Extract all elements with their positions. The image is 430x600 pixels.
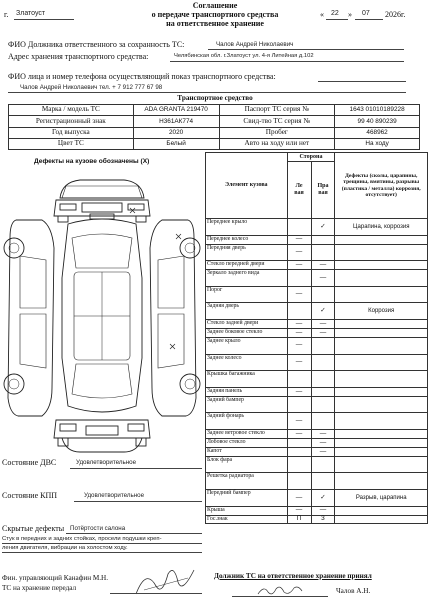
damage-element-name: Переднее колесо [206,235,288,244]
damage-row [206,430,428,439]
damage-defect-description [335,396,428,413]
damage-element-name: Капот [206,447,288,456]
damage-defect-description: Коррозия [335,303,428,320]
damage-defect-description [335,447,428,456]
damage-element-name: Передний бампер [206,490,288,507]
damage-row [206,286,428,303]
damage-row [206,235,428,244]
damage-left-mark: — [287,235,311,244]
damage-right-mark: — [311,320,335,329]
damage-defect-description [335,270,428,287]
receiver-signature-line [232,596,328,597]
car-top-view [62,219,142,412]
transferor-subtitle: ТС на хранение передал [2,584,77,592]
date-day: 22 [331,10,339,17]
damage-row [206,515,428,524]
col-left-header-line: Ле [295,183,303,190]
damage-element-name: Заднее крыло [206,337,288,354]
hidden-defects-label: Скрытые дефекты [2,524,65,533]
damage-element-name: Зеркало заднего вида [206,270,288,287]
damage-element-name: Крышка багажника [206,371,288,388]
col-side-header: Сторона [287,153,335,162]
defect-mark [176,234,181,239]
damage-row [206,320,428,329]
damage-left-mark: — [287,320,311,329]
damage-row [206,244,428,261]
damage-left-mark: — [287,490,311,507]
damage-table-body [206,219,428,524]
title-line-1: Соглашение [192,1,238,10]
damage-element-name: Заднее ветровое стекло [206,430,288,439]
damage-row [206,456,428,473]
damage-defect-description [335,387,428,396]
damage-header-row-1 [206,153,428,162]
damage-row [206,387,428,396]
damage-element-name: Задний фонарь [206,413,288,430]
damage-defect-description [335,371,428,388]
damage-right-mark [311,456,335,473]
address-value: Челябинская обл. г.Златоуст ул. 4-я Литейная д.102 [174,53,314,59]
damage-left-mark: — [287,286,311,303]
damage-element-name: Задняя панель [206,387,288,396]
damage-defect-description [335,413,428,430]
damage-element-name: Передняя дверь [206,244,288,261]
damage-defect-description [335,506,428,515]
vehicle-label: Свид-тво ТС серия № [219,116,335,127]
receiver-name: Чалов А.Н. [336,587,371,595]
damage-defect-description [335,320,428,329]
damage-right-mark [311,337,335,354]
address-underline [170,61,404,62]
damage-row [206,261,428,270]
damage-right-mark: ✓ [311,303,335,320]
damage-element-name: Гос.знак [206,515,288,524]
col-left-header [287,162,311,219]
vehicle-label: Регистрационный знак [9,116,134,127]
title-line-3: на ответственное хранение [166,19,264,28]
gearbox-value: Удовлетворительное [84,492,145,499]
vehicle-row [9,116,420,127]
damage-right-mark: — [311,447,335,456]
damage-left-mark [287,219,311,236]
car-rear-view [54,420,150,452]
damage-element-name: Блок фара [206,456,288,473]
damage-defect-description: Царапина, коррозия [335,219,428,236]
vehicle-row [9,138,420,149]
vehicle-label: Паспорт ТС серия № [219,105,335,116]
receiver-title: Должник ТС на ответственное хранение принял [214,572,372,580]
escort-underline-2 [8,92,406,93]
damage-row [206,506,428,515]
damage-element-name: Стекло передней двери [206,261,288,270]
damage-row [206,447,428,456]
col-defects-header: Дефекты (сколы, царапины, трещины, вмятины, разрывы (пластика / металла) коррозия, отсутствует) [335,153,428,219]
damage-left-mark [287,438,311,447]
vehicle-label: Марка / модель ТС [9,105,134,116]
damage-left-mark: — [287,354,311,371]
hidden-defects-more: Стук в передних и задних стойках, просели подушки креп- ления двигателя, вибрации на холостом ходу. [2,536,162,551]
gearbox-label: Состояние КПП [2,491,58,500]
date-day-underline [326,19,348,20]
damage-element-name: Лобовое стекло [206,438,288,447]
engine-value: Удовлетворительное [76,459,137,466]
damage-defect-description [335,473,428,490]
damage-defect-description [335,261,428,270]
damage-left-mark: — [287,337,311,354]
damage-row [206,328,428,337]
damage-right-mark [311,473,335,490]
damage-right-mark [311,396,335,413]
vehicle-label: Пробег [219,127,335,138]
damage-right-mark [311,371,335,388]
damage-row [206,413,428,430]
damage-defect-description [335,456,428,473]
damage-element-name: Стекло задней двери [206,320,288,329]
damage-left-mark [287,371,311,388]
damage-right-mark: — [311,328,335,337]
damage-right-mark: — [311,438,335,447]
vehicle-label: Год выпуска [9,127,134,138]
city-prefix: г. [4,10,9,19]
damage-right-mark [311,286,335,303]
engine-underline [70,468,202,469]
vehicle-row [9,127,420,138]
damage-defect-description [335,430,428,439]
date-month-underline [355,19,383,20]
diagram-title: Дефекты на кузове обозначены (Х) [34,158,150,165]
damage-defect-description [335,328,428,337]
damage-right-mark [311,235,335,244]
defect-mark [170,344,175,349]
date-month: 07 [362,10,370,17]
damage-left-mark: — [287,261,311,270]
vehicle-table [8,104,420,150]
damage-row [206,371,428,388]
damage-row [206,219,428,236]
damage-left-mark: — [287,328,311,337]
car-left-side-view [4,220,54,416]
defect-marks [130,208,181,349]
escort-underline-1 [318,81,406,82]
damage-defect-description [335,337,428,354]
damage-right-mark: — [311,506,335,515]
damage-left-mark [287,303,311,320]
damage-left-mark: — [287,387,311,396]
damage-left-mark: — [287,413,311,430]
transferor-signature-line [110,593,202,594]
damage-element-name: Переднее крыло [206,219,288,236]
damage-left-mark [287,473,311,490]
damage-right-mark [311,244,335,261]
damage-row [206,438,428,447]
damage-element-name: Задняя дверь [206,303,288,320]
damage-row [206,337,428,354]
receiver-signature [256,583,304,597]
title-line-2: о передаче транспортного средства [151,10,279,19]
city-value: Златоуст [16,10,46,17]
damage-right-mark [311,354,335,371]
damage-defect-description: Разрыв, царапина [335,490,428,507]
hidden-defects-underline [66,533,202,534]
col-right-header [311,162,335,219]
damage-right-mark: ✓ [311,490,335,507]
damage-left-mark: — [287,244,311,261]
damage-defect-description [335,235,428,244]
damage-right-mark [311,413,335,430]
col-right-header-line: вая [318,190,328,196]
damage-row [206,490,428,507]
damage-right-mark [311,387,335,396]
custodian-value: Чалов Андрей Николаевич [216,41,294,48]
custodian-underline [208,49,404,50]
col-right-header-line: Пра [317,183,329,190]
damage-table [205,152,428,524]
car-diagram [2,168,202,454]
damage-row [206,354,428,371]
vehicle-title: Транспортное средство [177,94,253,102]
car-front-view [54,180,150,222]
damage-left-mark [287,456,311,473]
car-right-side-view [150,220,200,416]
damage-right-mark: — [311,270,335,287]
damage-right-mark: — [311,430,335,439]
vehicle-value: ADA GRANTA 219470 [133,105,219,116]
vehicle-label: Авто на ходу или нет [219,138,335,149]
damage-row [206,303,428,320]
vehicle-value: На ходу [335,138,420,149]
vehicle-value: Н361АК774 [133,116,219,127]
damage-left-mark: П [287,515,311,524]
defect-mark [130,208,135,213]
damage-right-mark: ✓ [311,219,335,236]
escort-value: Чалов Андрей Николаевич тел. + 7 912 777 67 98 [20,84,163,91]
date-close-quote: » [348,10,352,19]
address-label: Адрес хранения транспортного средства: [8,52,149,61]
col-element-header: Элемент кузова [206,153,288,219]
hidden-defects-value: Потёртости салона [70,525,126,532]
date-year: 2026г. [385,10,406,19]
hidden-defects-underline-2 [2,543,202,544]
damage-left-mark [287,396,311,413]
damage-left-mark: — [287,430,311,439]
transferor-signature-stamp [130,560,200,600]
gearbox-underline [74,501,202,502]
damage-element-name: Задний бампер [206,396,288,413]
damage-defect-description [335,286,428,303]
engine-label: Состояние ДВС [2,458,57,467]
damage-defect-description [335,244,428,261]
vehicle-value: 468962 [335,127,420,138]
vehicle-value: 99 40 890239 [335,116,420,127]
damage-defect-description [335,354,428,371]
vehicle-value: Белый [133,138,219,149]
damage-row [206,396,428,413]
damage-element-name: Крыша [206,506,288,515]
vehicle-label: Цвет ТС [9,138,134,149]
damage-right-mark: — [311,261,335,270]
col-left-header-line: вая [294,190,304,196]
damage-defect-description [335,515,428,524]
damage-left-mark [287,270,311,287]
damage-element-name: Заднее боковое стекло [206,328,288,337]
escort-label: ФИО лица и номер телефона осуществляющий показ транспортного средства: [8,72,276,81]
damage-element-name: Порог [206,286,288,303]
vehicle-row [9,105,420,116]
vehicle-value: 2020 [133,127,219,138]
transferor-title: Фин. управляющий Канафин М.Н. [2,574,109,582]
damage-right-mark: 3 [311,515,335,524]
date-open-quote: « [320,10,324,19]
damage-defect-description [335,438,428,447]
custodian-label: ФИО Должника ответственного за сохранность ТС: [8,40,185,49]
damage-row [206,473,428,490]
damage-element-name: Заднее колесо [206,354,288,371]
damage-left-mark: — [287,506,311,515]
damage-left-mark [287,447,311,456]
vehicle-value: 1643 01010189228 [335,105,420,116]
hidden-defects-underline-3 [2,552,202,553]
damage-element-name: Решетка радиатора [206,473,288,490]
damage-row [206,270,428,287]
